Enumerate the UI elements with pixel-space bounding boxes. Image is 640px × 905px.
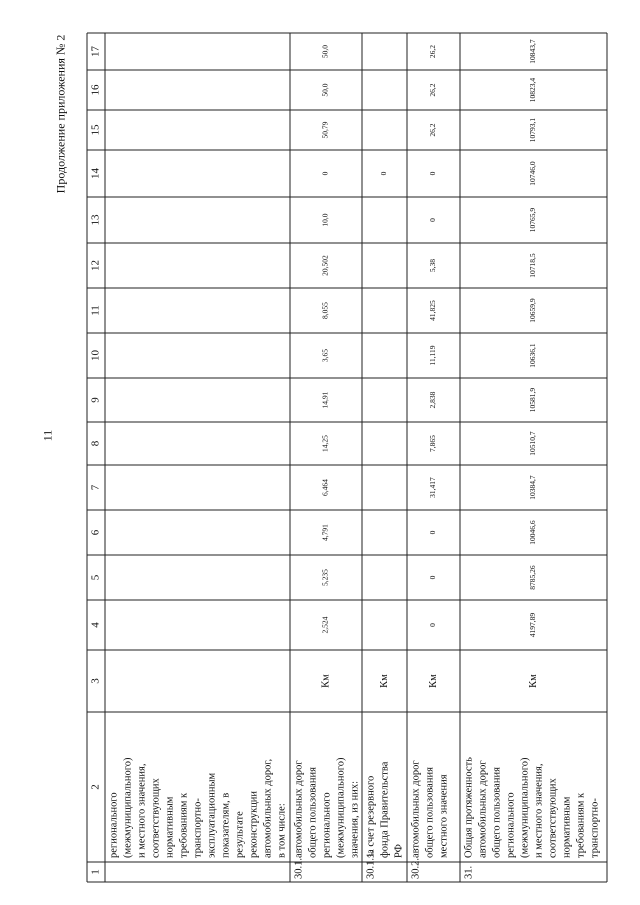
row-name-line: Общая протяженность — [463, 757, 475, 858]
row-name-line: (межмуниципального) — [519, 757, 531, 858]
row-unit: Км — [427, 674, 439, 688]
table-cell-value: 0 — [428, 218, 438, 222]
table-cell-value: 0 — [428, 575, 438, 580]
table-cell-value: 20,502 — [320, 255, 330, 276]
column-number: 12 — [89, 260, 102, 271]
row-name-line: требованиям к — [178, 792, 190, 858]
row-name-line: (межмуниципального) — [122, 757, 134, 858]
table-cell-value: 10046,6 — [528, 520, 538, 545]
row-unit: Км — [378, 674, 390, 688]
table-cell-value: 10,0 — [320, 213, 330, 227]
column-number: 9 — [89, 397, 102, 403]
table-cell-value: 50,79 — [320, 121, 330, 139]
table-cell-value: 8785,26 — [528, 565, 538, 590]
row-name-line: результате — [234, 811, 246, 858]
column-number: 6 — [89, 529, 102, 536]
table-cell-value: 14,25 — [320, 435, 330, 452]
row-name-line: регионального — [505, 792, 517, 858]
row-name-line: эксплуатационным — [206, 772, 218, 858]
row-name-line: соответствующих — [150, 778, 162, 858]
row-number: 30.1. — [293, 858, 305, 879]
row-name-line: за счет резервного — [365, 775, 377, 858]
table-cell-value: 2,524 — [320, 616, 330, 634]
row-name-line: нормативным — [164, 796, 176, 858]
table-cell-value: 10659,9 — [528, 298, 538, 323]
row-name-line: автомобильных дорог, — [262, 758, 274, 858]
row-name-line: и местного значения, — [533, 763, 545, 858]
table-cell-value: 14,91 — [320, 391, 330, 409]
table-cell-value: 0 — [428, 530, 438, 535]
page-number: 11 — [40, 429, 55, 442]
column-number: 14 — [89, 168, 102, 179]
row-name-line: соответствующих — [547, 778, 559, 858]
column-number: 17 — [89, 46, 102, 57]
row-name-line: транспортно- — [589, 798, 601, 858]
table-cell-value: 10581,9 — [528, 387, 538, 413]
row-name-line: значения, из них: — [349, 780, 361, 858]
row-name-line: транспортно- — [192, 798, 204, 858]
row-name-line: автомобильных дорог — [293, 760, 305, 858]
row-name-line: регионального — [108, 792, 120, 858]
table-cell-value: 8,055 — [320, 302, 330, 319]
row-name-line: нормативным — [561, 796, 573, 858]
table-cell-value: 11,119 — [428, 345, 438, 366]
table-cell-value: 5,38 — [428, 258, 438, 273]
row-name-line: регионального — [321, 792, 333, 858]
table-cell-value: 0 — [428, 171, 438, 176]
table-cell-value: 0 — [379, 171, 389, 176]
table-cell-value: 7,865 — [428, 435, 438, 452]
row-name-line: и местного значения, — [136, 763, 148, 858]
row-name-line: местного значения — [438, 774, 450, 858]
column-number: 3 — [89, 678, 102, 684]
row-name-line: РФ — [393, 844, 405, 858]
table-cell-value: 10384,7 — [528, 475, 538, 500]
column-number: 2 — [89, 784, 102, 790]
row-unit: Км — [320, 674, 332, 688]
table-cell-value: 50,0 — [320, 44, 330, 59]
row-number: 30.2. — [410, 858, 422, 879]
table-cell-value: 31,417 — [428, 477, 438, 498]
column-number: 7 — [89, 484, 102, 491]
table-cell-value: 10746,0 — [528, 161, 538, 186]
column-number: 8 — [89, 440, 102, 447]
table-cell-value: 2,838 — [428, 391, 438, 409]
row-name-line: в том числе: — [276, 803, 288, 858]
column-number: 15 — [89, 124, 102, 136]
table-cell-value: 10718,5 — [528, 253, 538, 278]
row-name-line: общего пользования — [424, 767, 436, 858]
column-number: 11 — [89, 305, 102, 316]
row-name-line: автомобильных дорог — [477, 760, 489, 858]
table-cell-value: 10793,1 — [528, 117, 538, 143]
row-name-line: автомобильных дорог — [410, 760, 422, 858]
table-cell-value: 50,0 — [320, 83, 330, 97]
row-name-line: (межмуниципального) — [335, 757, 347, 858]
row-name-line: фонда Правительства — [379, 761, 391, 858]
table-cell-value: 3,65 — [320, 348, 330, 363]
column-number: 10 — [89, 350, 102, 361]
column-number: 5 — [89, 574, 102, 581]
row-name-line: показателям, в — [220, 792, 232, 858]
table-cell-value: 0 — [320, 171, 330, 176]
table-cell-value: 6,464 — [320, 479, 330, 496]
row-number: 31. — [463, 865, 475, 879]
row-name-line: общего пользования — [307, 767, 319, 858]
row-unit: Км — [527, 674, 539, 688]
row-name-line: общего пользования — [491, 767, 503, 858]
table-cell-value: 10765,9 — [528, 207, 538, 233]
table-cell-value: 10510,7 — [528, 431, 538, 456]
table-cell-value: 4,791 — [320, 524, 330, 541]
table-cell-value: 26,2 — [428, 44, 438, 59]
table-cell-value: 26,2 — [428, 83, 438, 97]
table-cell-value: 0 — [428, 623, 438, 627]
column-number: 13 — [89, 214, 102, 226]
row-name-line: требованиям к — [575, 792, 587, 858]
column-number: 1 — [89, 869, 102, 875]
row-number: 30.1.1. — [365, 850, 377, 879]
row-name-line: реконструкции — [248, 790, 260, 858]
table-cell-value: 10843,7 — [528, 39, 538, 64]
table-cell-value: 26,2 — [428, 123, 438, 137]
table-cell-value: 10823,4 — [528, 77, 538, 103]
table-cell-value: 41,825 — [428, 300, 438, 321]
column-number: 16 — [89, 84, 102, 96]
column-number: 4 — [89, 622, 102, 628]
table-cell-value: 5,235 — [320, 569, 330, 586]
appendix-title-text: Продолжение приложения № 2 — [53, 34, 68, 194]
table-cell-value: 4197,89 — [528, 612, 538, 638]
table-cell-value: 10636,1 — [528, 343, 538, 368]
